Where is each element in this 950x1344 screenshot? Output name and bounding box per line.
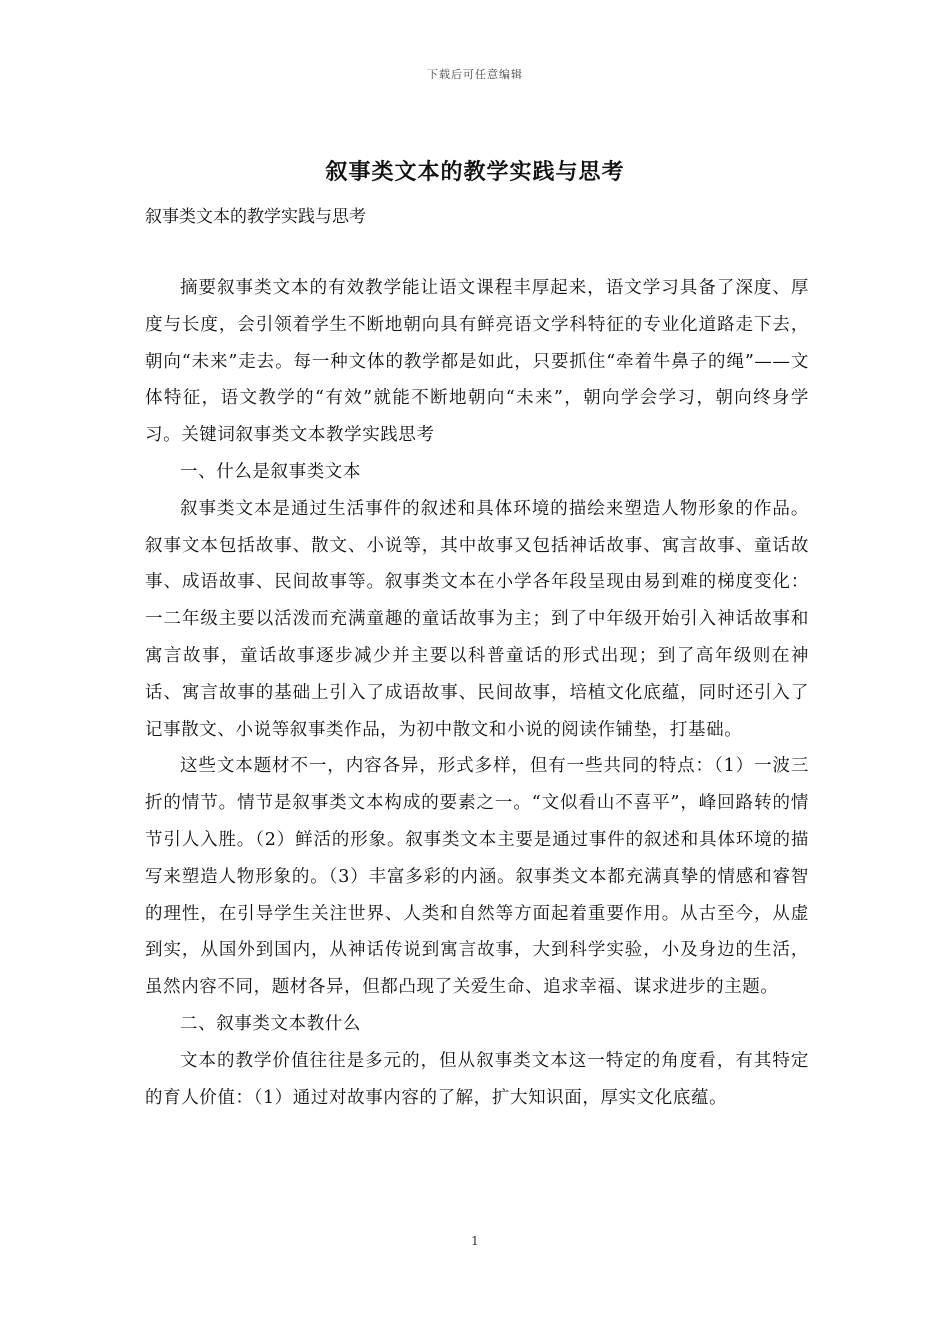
header-note: 下载后可任意编辑	[427, 68, 523, 81]
section-heading-1: 一、什么是叙事类文本	[180, 461, 361, 482]
body-paragraph: 叙事类文本是通过生活事件的叙述和具体环境的描绘来塑造人物形象的作品。叙事文本包括故事、散文、小说等，其中故事又包括神话故事、寓言故事、童话故事、成语故事、民间故事等。叙事类文本在小学各年段呈现由易到难的梯度变化：一二年级主要以活泼而充满童趣的童话故事为主；到了中年级开始引入神话故事和寓言故事，童话故事逐步减少并主要以科普童话的形式出现；到了高年级则在神话、寓言故事的基础上引入了成语故事、民间故事，培植文化底蕴，同时还引入了记事散文、小说等叙事类作品，为初中散文和小说的阅读作铺垫，打基础。	[145, 498, 809, 740]
abstract-paragraph: 摘要叙事类文本的有效教学能让语文课程丰厚起来，语文学习具备了深度、厚度与长度，会引领着学生不断地朝向具有鲜亮语文学科特征的专业化道路走下去，朝向“未来”走去。每一种文体的教学都是如此，只要抓住“牵着牛鼻子的绳”——文体特征，语文教学的“有效”就能不断地朝向“未来”，朝向学会学习，朝向终身学习。关键词叙事类文本教学实践思考	[145, 278, 809, 446]
page-number: 1	[471, 1234, 479, 1248]
document-subtitle: 叙事类文本的教学实践与思考	[145, 207, 366, 227]
document-body	[145, 270, 809, 1116]
document-title: 叙事类文本的教学实践与思考	[325, 159, 625, 185]
section-heading-2: 二、叙事类文本教什么	[180, 1013, 361, 1034]
body-paragraph: 这些文本题材不一，内容各异，形式多样，但有一些共同的特点：（1）一波三折的情节。情节是叙事类文本构成的要素之一。“文似看山不喜平”，峰回路转的情节引人入胜。（2）鲜活的形象。叙事类文本主要是通过事件的叙述和具体环境的描写来塑造人物形象的。（3）丰富多彩的内涵。叙事类文本都充满真挚的情感和睿智的理性，在引导学生关注世界、人类和自然等方面起着重要作用。从古至今，从虚到实，从国外到国内，从神话传说到寓言故事，大到科学实验，小及身边的生活，虽然内容不同，题材各异，但都凸现了关爱生命、追求幸福、谋求进步的主题。	[145, 756, 809, 998]
body-paragraph: 文本的教学价值往往是多元的，但从叙事类文本这一特定的角度看，有其特定的育人价值：（1）通过对故事内容的了解，扩大知识面，厚实文化底蕴。	[145, 1050, 809, 1108]
